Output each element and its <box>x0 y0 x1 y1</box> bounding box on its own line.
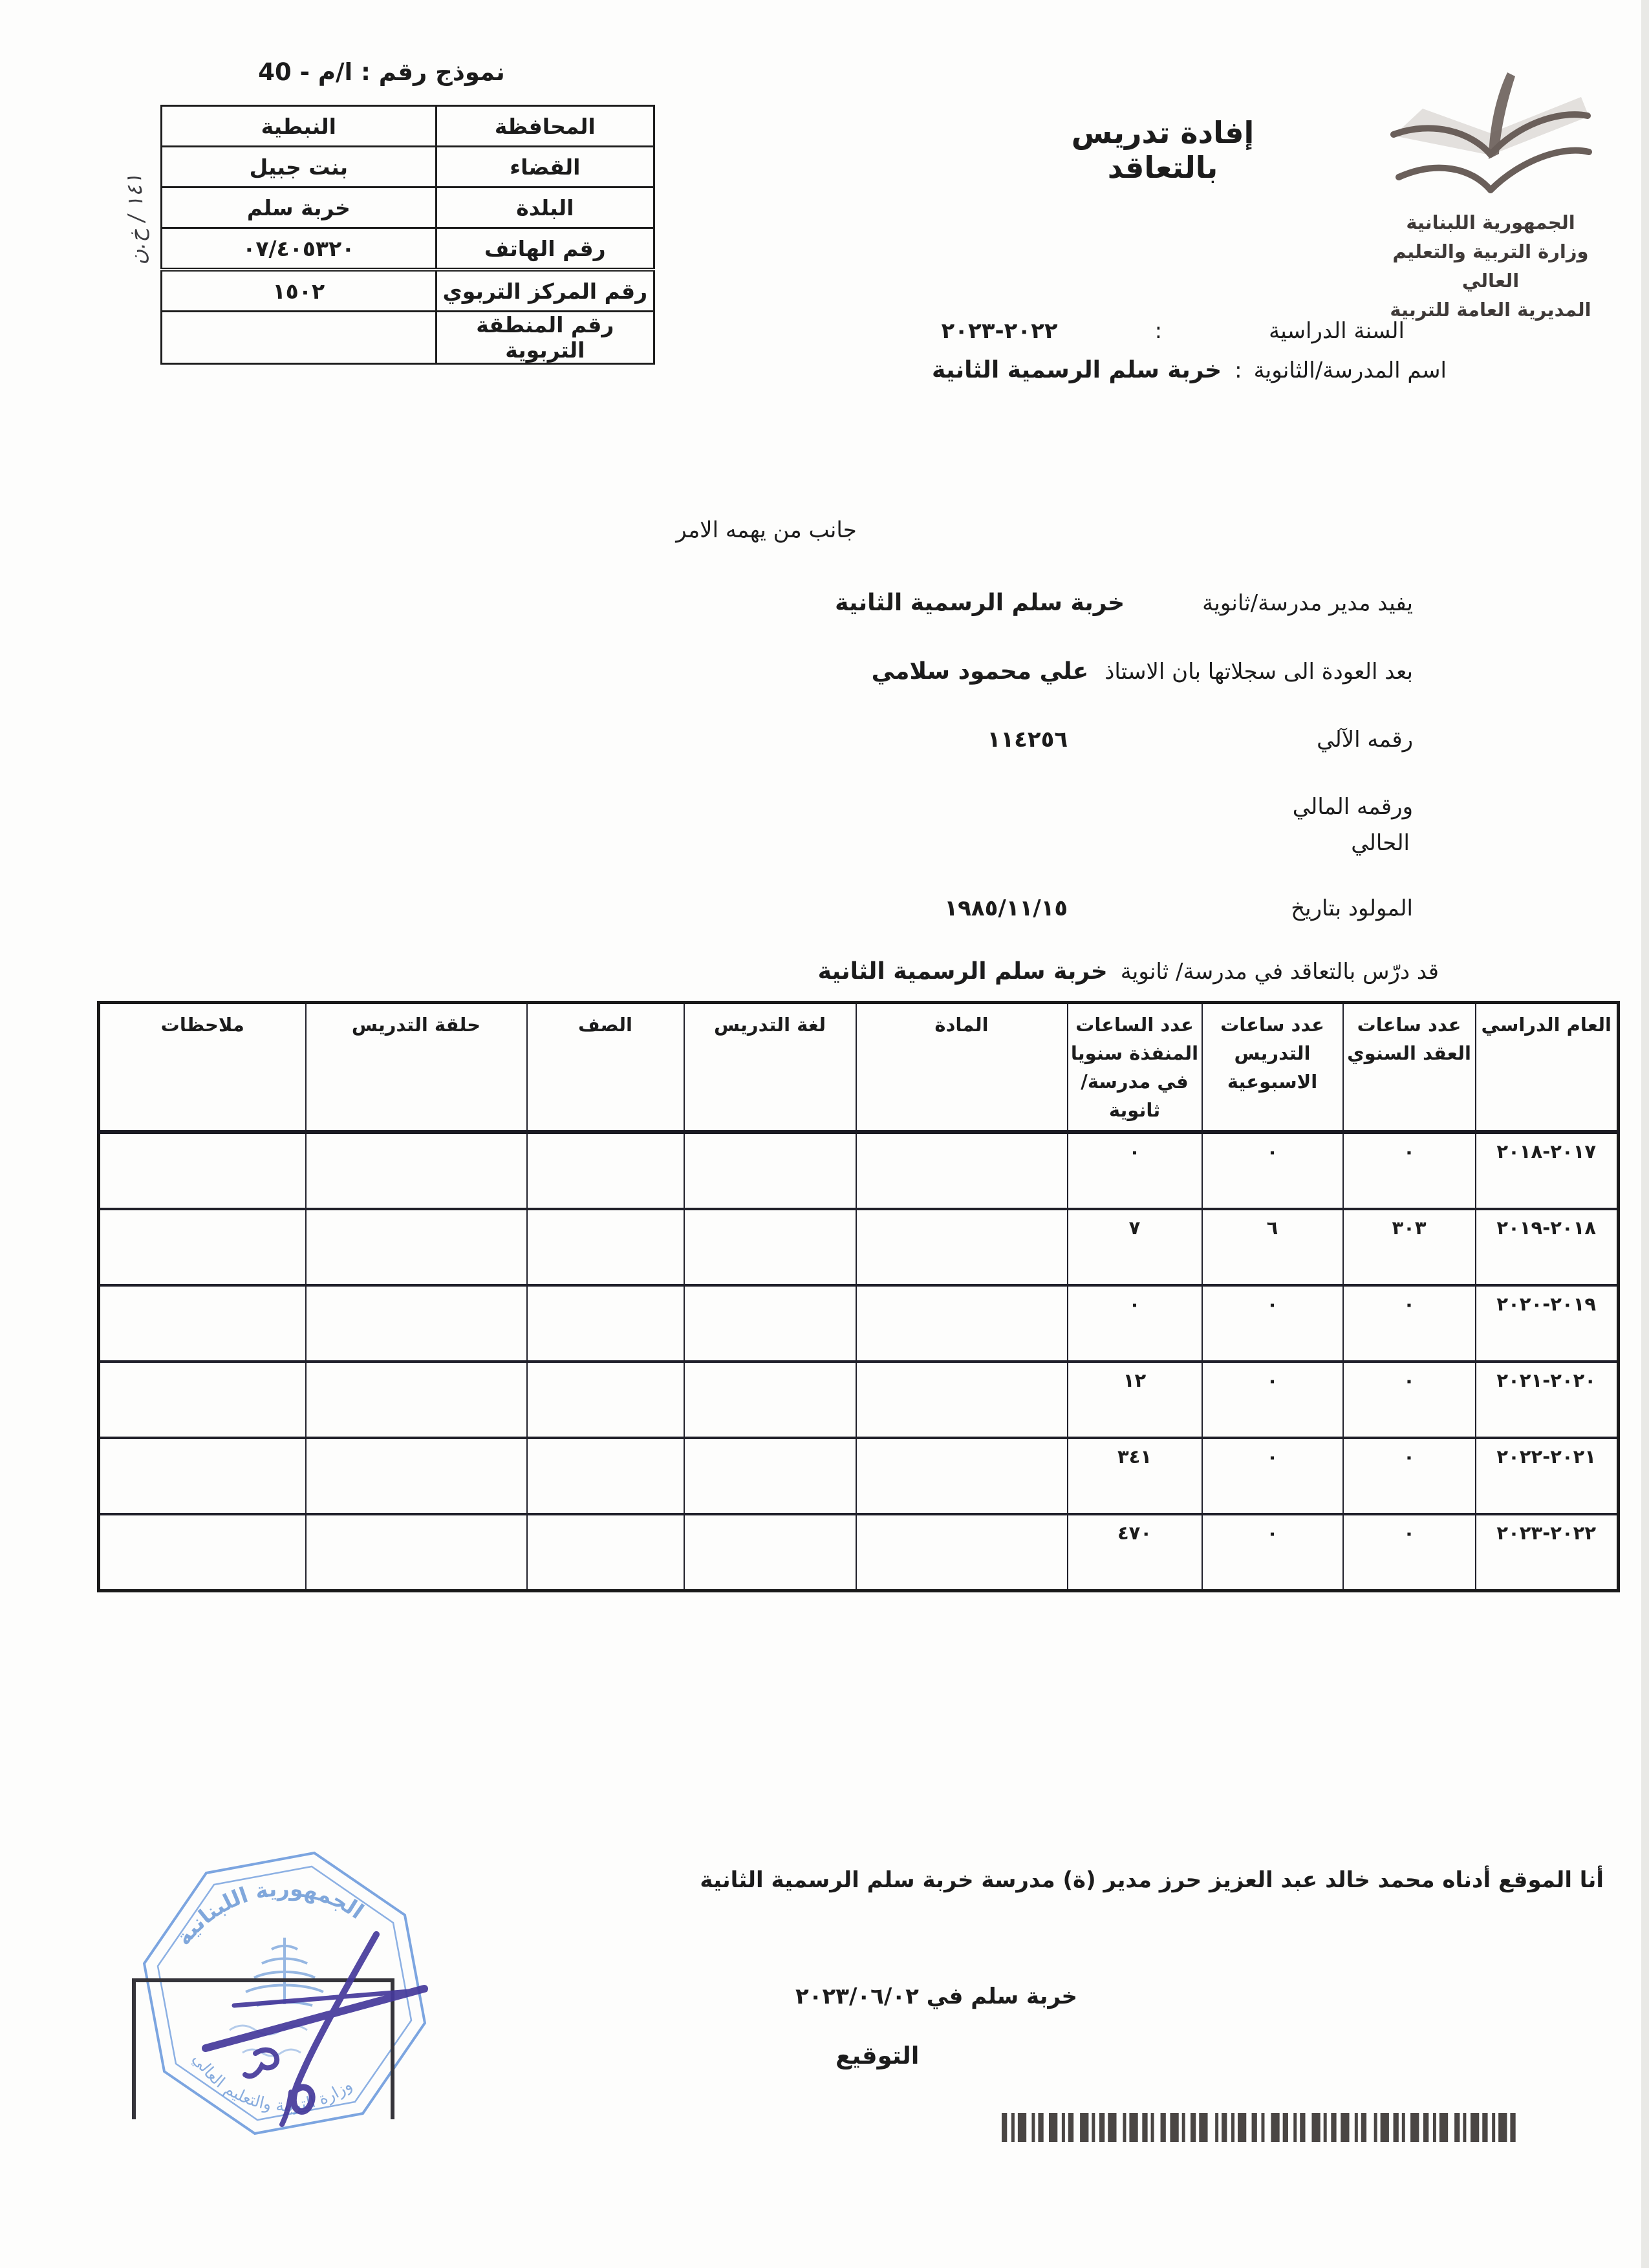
table-row <box>99 1285 1619 1362</box>
table-row <box>99 1362 1619 1438</box>
statement-line-4a: ورقمه المالي <box>1292 794 1413 820</box>
weekly-hours-cell: ٠ <box>1202 1514 1343 1591</box>
table-row <box>162 312 654 364</box>
statement-label: رقمه الآلي <box>1317 727 1413 753</box>
teacher-name: علي محمود سلامي <box>871 658 1089 685</box>
info-value: بنت جبيل <box>162 147 436 187</box>
grade-cell <box>527 1514 684 1591</box>
notes-cell <box>99 1514 306 1591</box>
col-header-subject: المادة <box>856 1003 1068 1133</box>
cycle-cell <box>306 1209 527 1285</box>
statement-line-1 <box>835 590 1413 616</box>
statement-label: قد درّس بالتعاقد في مدرسة/ ثانوية <box>1120 959 1439 985</box>
weekly-hours-cell: ٠ <box>1202 1285 1343 1362</box>
table-row <box>99 1132 1619 1209</box>
info-label: المحافظة <box>436 106 654 147</box>
table-header-row <box>99 1003 1619 1133</box>
form-number: نموذج رقم : ا/م - 40 <box>258 58 505 86</box>
notes-cell <box>99 1362 306 1438</box>
statement-label: يفيد مدير مدرسة/ثانوية <box>1202 590 1413 616</box>
colon: : <box>1234 358 1242 383</box>
col-header-year: العام الدراسي <box>1476 1003 1619 1133</box>
col-header-executed-hours: عدد الساعات المنفذة سنويا في مدرسة/ثانوية <box>1068 1003 1202 1133</box>
directorate-line: المديرية العامة للتربية <box>1390 299 1591 321</box>
weekly-hours-cell: ٠ <box>1202 1132 1343 1209</box>
language-cell <box>684 1285 856 1362</box>
statement-line-5 <box>944 895 1413 921</box>
handwritten-signature <box>194 1927 440 2127</box>
executed-hours-cell: ٧ <box>1068 1209 1202 1285</box>
ministry-header-text <box>1371 208 1610 325</box>
col-header-notes: ملاحظات <box>99 1003 306 1133</box>
info-value <box>162 312 436 364</box>
cycle-cell <box>306 1132 527 1209</box>
contract-hours-cell: ٣٠٣ <box>1343 1209 1476 1285</box>
statement-label: المولود بتاريخ <box>1291 895 1413 921</box>
statement-label: بعد العودة الى سجلاتها بان الاستاذ <box>1105 659 1413 685</box>
info-value: ٠٧/٤٠٥٣٢٠ <box>162 228 436 270</box>
info-value: خربة سلم <box>162 187 436 228</box>
statement-line-4b: الحالي <box>1351 830 1410 856</box>
school-name-line <box>932 357 1447 383</box>
handwritten-side-note: ١٤١ / خ.ن <box>120 173 151 266</box>
table-row <box>162 106 654 147</box>
republic-line: الجمهورية اللبنانية <box>1406 211 1575 233</box>
school-name-label: اسم المدرسة/الثانوية <box>1253 358 1447 383</box>
col-header-language: لغة التدريس <box>684 1003 856 1133</box>
statement-line-6 <box>818 958 1439 985</box>
school-name-value: خربة سلم الرسمية الثانية <box>932 357 1222 383</box>
ministry-logo-open-book-icon <box>1387 70 1594 202</box>
subject-cell <box>856 1132 1068 1209</box>
notes-cell <box>99 1438 306 1514</box>
cycle-cell <box>306 1285 527 1362</box>
weekly-hours-cell: ٠ <box>1202 1438 1343 1514</box>
year-cell: ٢٠٢١-٢٠٢٢ <box>1476 1438 1619 1514</box>
info-label: القضاء <box>436 147 654 187</box>
statement-line-2 <box>872 658 1413 685</box>
cycle-cell <box>306 1438 527 1514</box>
statement-line-3 <box>987 727 1413 753</box>
colon: : <box>1154 318 1163 344</box>
place-date-line: خربة سلم في ٢٠٢٣/٠٦/٠٢ <box>795 1984 1078 2009</box>
year-cell: ٢٠١٨-٢٠١٩ <box>1476 1209 1619 1285</box>
contract-hours-cell: ٠ <box>1343 1514 1476 1591</box>
weekly-hours-cell: ٠ <box>1202 1362 1343 1438</box>
computer-id-value: ١١٤٢٥٦ <box>987 727 1068 753</box>
table-row <box>162 270 654 312</box>
teaching-history-table <box>97 1001 1620 1592</box>
executed-hours-cell: ٠ <box>1068 1285 1202 1362</box>
col-header-weekly-hours: عدد ساعات التدريس الاسبوعية <box>1202 1003 1343 1133</box>
subject-cell <box>856 1514 1068 1591</box>
birth-date-value: ١٩٨٥/١١/١٥ <box>944 895 1068 921</box>
language-cell <box>684 1514 856 1591</box>
contract-hours-cell: ٠ <box>1343 1132 1476 1209</box>
notes-cell <box>99 1132 306 1209</box>
stamp-ring-bottom-text: وزارة التربية والتعليم العالي <box>189 2049 356 2115</box>
info-label: رقم المنطقة التربوية <box>436 312 654 364</box>
weekly-hours-cell: ٦ <box>1202 1209 1343 1285</box>
executed-hours-cell: ١٢ <box>1068 1362 1202 1438</box>
language-cell <box>684 1132 856 1209</box>
table-row <box>162 187 654 228</box>
cycle-cell <box>306 1514 527 1591</box>
school-year-value: ٢٠٢٢-٢٠٢٣ <box>941 318 1058 344</box>
ministry-line: وزارة التربية والتعليم العالي <box>1392 241 1589 292</box>
stamp-ring-top-text: الجمهورية اللبنانية <box>170 1876 369 1950</box>
year-cell: ٢٠٢٢-٢٠٢٣ <box>1476 1514 1619 1591</box>
language-cell <box>684 1438 856 1514</box>
year-cell: ٢٠١٧-٢٠١٨ <box>1476 1132 1619 1209</box>
executed-hours-cell: ٠ <box>1068 1132 1202 1209</box>
info-label: البلدة <box>436 187 654 228</box>
signature-label: التوقيع <box>835 2042 920 2070</box>
grade-cell <box>527 1132 684 1209</box>
info-value: النبطية <box>162 106 436 147</box>
table-row <box>99 1438 1619 1514</box>
col-header-grade: الصف <box>527 1003 684 1133</box>
to-whom-line: جانب من يهمه الامر <box>676 517 857 543</box>
location-info-table <box>160 105 655 365</box>
executed-hours-cell: ٣٤١ <box>1068 1438 1202 1514</box>
contract-hours-cell: ٠ <box>1343 1438 1476 1514</box>
year-cell: ٢٠٢٠-٢٠٢١ <box>1476 1362 1619 1438</box>
school-name-bold: خربة سلم الرسمية الثانية <box>835 590 1125 616</box>
cycle-cell <box>306 1362 527 1438</box>
undersigned-declaration: أنا الموقع أدناه محمد خالد عبد العزيز حرز مدير (ة) مدرسة خربة سلم الرسمية الثانية <box>700 1867 1604 1893</box>
info-value: ١٥٠٢ <box>162 270 436 312</box>
contract-hours-cell: ٠ <box>1343 1285 1476 1362</box>
table-row <box>162 228 654 270</box>
grade-cell <box>527 1438 684 1514</box>
executed-hours-cell: ٤٧٠ <box>1068 1514 1202 1591</box>
table-row <box>162 147 654 187</box>
language-cell <box>684 1209 856 1285</box>
grade-cell <box>527 1209 684 1285</box>
grade-cell <box>527 1285 684 1362</box>
subject-cell <box>856 1285 1068 1362</box>
school-year-line <box>941 318 1405 344</box>
barcode <box>1002 2113 1518 2142</box>
school-year-label: السنة الدراسية <box>1269 318 1405 344</box>
contract-hours-cell: ٠ <box>1343 1362 1476 1438</box>
subject-cell <box>856 1209 1068 1285</box>
subject-cell <box>856 1438 1068 1514</box>
table-row <box>99 1514 1619 1591</box>
info-label: رقم الهاتف <box>436 228 654 270</box>
col-header-cycle: حلقة التدريس <box>306 1003 527 1133</box>
page-title: إفادة تدريس بالتعاقد <box>1071 115 1255 185</box>
scan-edge-shadow <box>1641 0 1649 2268</box>
grade-cell <box>527 1362 684 1438</box>
year-cell: ٢٠١٩-٢٠٢٠ <box>1476 1285 1619 1362</box>
table-row <box>99 1209 1619 1285</box>
col-header-contract-hours: عدد ساعات العقد السنوي <box>1343 1003 1476 1133</box>
school-name-bold: خربة سلم الرسمية الثانية <box>817 958 1108 985</box>
notes-cell <box>99 1209 306 1285</box>
subject-cell <box>856 1362 1068 1438</box>
info-label: رقم المركز التربوي <box>436 270 654 312</box>
language-cell <box>684 1362 856 1438</box>
notes-cell <box>99 1285 306 1362</box>
